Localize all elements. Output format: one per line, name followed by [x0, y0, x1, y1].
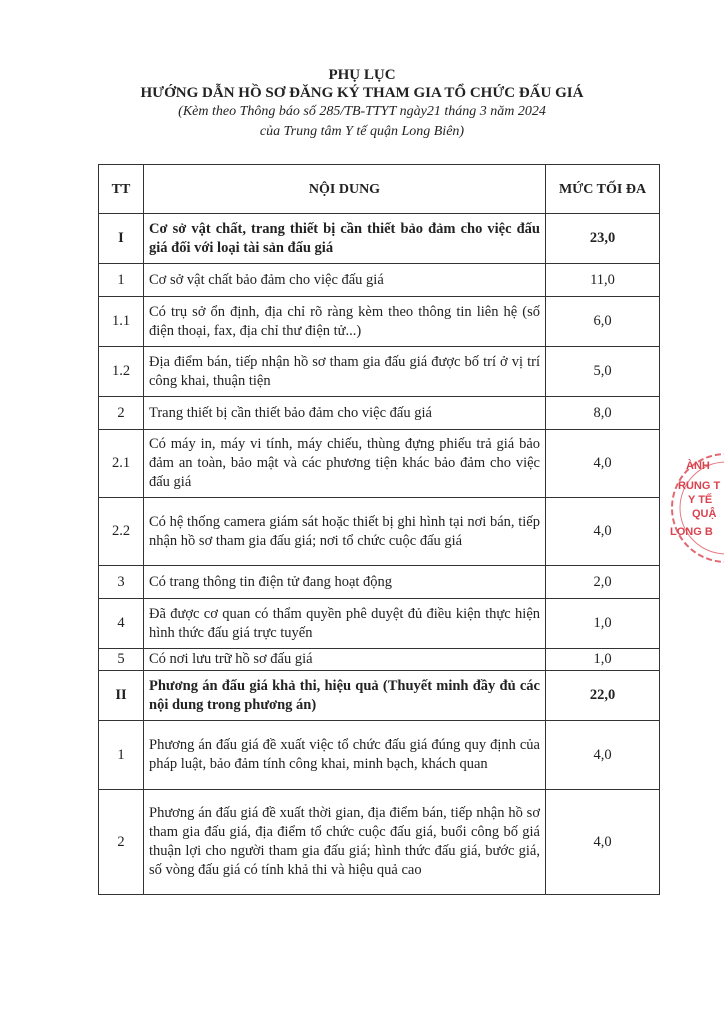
row-number: I	[99, 214, 144, 264]
table-body	[99, 214, 660, 895]
row-content: Có trụ sở ổn định, địa chỉ rõ ràng kèm theo thông tin liên hệ (số điện thoại, fax, địa chỉ thư điện tử...)	[144, 297, 546, 347]
row-number: 1.1	[99, 297, 144, 347]
row-number: 2.2	[99, 498, 144, 566]
row-max-score: 4,0	[546, 430, 660, 498]
row-number: 2	[99, 790, 144, 895]
table-row	[99, 599, 660, 649]
row-max-score: 22,0	[546, 671, 660, 721]
reference-line	[0, 102, 724, 122]
table-row	[99, 297, 660, 347]
official-stamp	[666, 452, 724, 572]
stamp-text-2: RUNG T	[678, 480, 721, 492]
row-content: Đã được cơ quan có thẩm quyền phê duyệt đủ điều kiện thực hiện hình thức đấu giá trực tuyến	[144, 599, 546, 649]
row-number: 5	[99, 649, 144, 671]
document-header	[0, 66, 724, 142]
document-title: HƯỚNG DẪN HỒ SƠ ĐĂNG KÝ THAM GIA TỔ CHỨC ĐẤU GIÁ	[140, 85, 584, 101]
row-max-score: 6,0	[546, 297, 660, 347]
stamp-text-5: LONG B	[670, 526, 713, 538]
row-number: 4	[99, 599, 144, 649]
row-max-score: 11,0	[546, 264, 660, 297]
row-number: 2.1	[99, 430, 144, 498]
row-content: Có nơi lưu trữ hồ sơ đấu giá	[144, 649, 546, 671]
header-content: NỘI DUNG	[144, 165, 546, 214]
table-row	[99, 498, 660, 566]
stamp-text-3: Y TẾ	[688, 494, 713, 506]
table-row	[99, 347, 660, 397]
row-max-score: 2,0	[546, 566, 660, 599]
table-row	[99, 671, 660, 721]
reference-suffix: năm 2024	[486, 104, 546, 119]
header-max: MỨC TỐI ĐA	[546, 165, 660, 214]
table-row	[99, 649, 660, 671]
month-value: 3	[479, 104, 487, 119]
row-content: Cơ sở vật chất, trang thiết bị cần thiết bảo đảm cho việc đấu giá đối với loại tài sản đấu giá	[144, 214, 546, 264]
table-row	[99, 721, 660, 790]
issuer-line: của Trung tâm Y tế quận Long Biên)	[259, 124, 465, 139]
row-max-score: 8,0	[546, 397, 660, 430]
table-row	[99, 214, 660, 264]
table-header-row	[99, 165, 660, 214]
row-number: 3	[99, 566, 144, 599]
row-number: 1.2	[99, 347, 144, 397]
stamp-text-1: ÀNH	[686, 460, 710, 472]
row-number: 1	[99, 721, 144, 790]
row-content: Phương án đấu giá đề xuất việc tổ chức đấu giá đúng quy định của pháp luật, bảo đảm tính công khai, minh bạch, khách quan	[144, 721, 546, 790]
row-content: Có trang thông tin điện tử đang hoạt động	[144, 566, 546, 599]
table-row	[99, 430, 660, 498]
reference-prefix: (Kèm theo Thông báo số	[178, 104, 320, 119]
row-content: Phương án đấu giá khả thi, hiệu quả (Thuyết minh đầy đủ các nội dung trong phương án)	[144, 671, 546, 721]
reference-mid2: tháng	[440, 104, 480, 119]
row-max-score: 1,0	[546, 599, 660, 649]
row-content: Cơ sở vật chất bảo đảm cho việc đấu giá	[144, 264, 546, 297]
row-max-score: 4,0	[546, 721, 660, 790]
table-row	[99, 566, 660, 599]
doc-number: 285	[319, 104, 341, 119]
row-max-score: 23,0	[546, 214, 660, 264]
row-number: II	[99, 671, 144, 721]
row-content: Trang thiết bị cần thiết bảo đảm cho việc đấu giá	[144, 397, 546, 430]
appendix-title: PHỤ LỤC	[328, 67, 396, 83]
table-row	[99, 397, 660, 430]
reference-mid: /TB-TTYT ngày	[340, 104, 427, 119]
row-number: 2	[99, 397, 144, 430]
row-content: Có hệ thống camera giám sát hoặc thiết bị ghi hình tại nơi bán, tiếp nhận hồ sơ tham gia đấu giá; nơi tổ chức cuộc đấu giá	[144, 498, 546, 566]
row-max-score: 4,0	[546, 790, 660, 895]
criteria-table	[98, 164, 660, 895]
row-content: Phương án đấu giá đề xuất thời gian, địa điểm bán, tiếp nhận hồ sơ tham gia đấu giá, địa điểm tổ chức cuộc đấu giá, buổi công bố giá thuận lợi cho người tham gia đấu giá; hình thức đấu giá, bước giá, số vòng đấu giá có tính khả thi và hiệu quả cao	[144, 790, 546, 895]
table-row	[99, 790, 660, 895]
row-max-score: 5,0	[546, 347, 660, 397]
row-number: 1	[99, 264, 144, 297]
day-value: 21	[426, 104, 441, 119]
row-max-score: 1,0	[546, 649, 660, 671]
header-tt: TT	[99, 165, 144, 214]
table-row	[99, 264, 660, 297]
stamp-text-4: QUẬ	[692, 508, 717, 520]
row-content: Địa điểm bán, tiếp nhận hồ sơ tham gia đấu giá được bố trí ở vị trí công khai, thuận tiện	[144, 347, 546, 397]
row-content: Có máy in, máy vi tính, máy chiếu, thùng đựng phiếu trả giá bảo đảm an toàn, bảo mật và các phương tiện khác bảo đảm cho việc đấu giá	[144, 430, 546, 498]
row-max-score: 4,0	[546, 498, 660, 566]
